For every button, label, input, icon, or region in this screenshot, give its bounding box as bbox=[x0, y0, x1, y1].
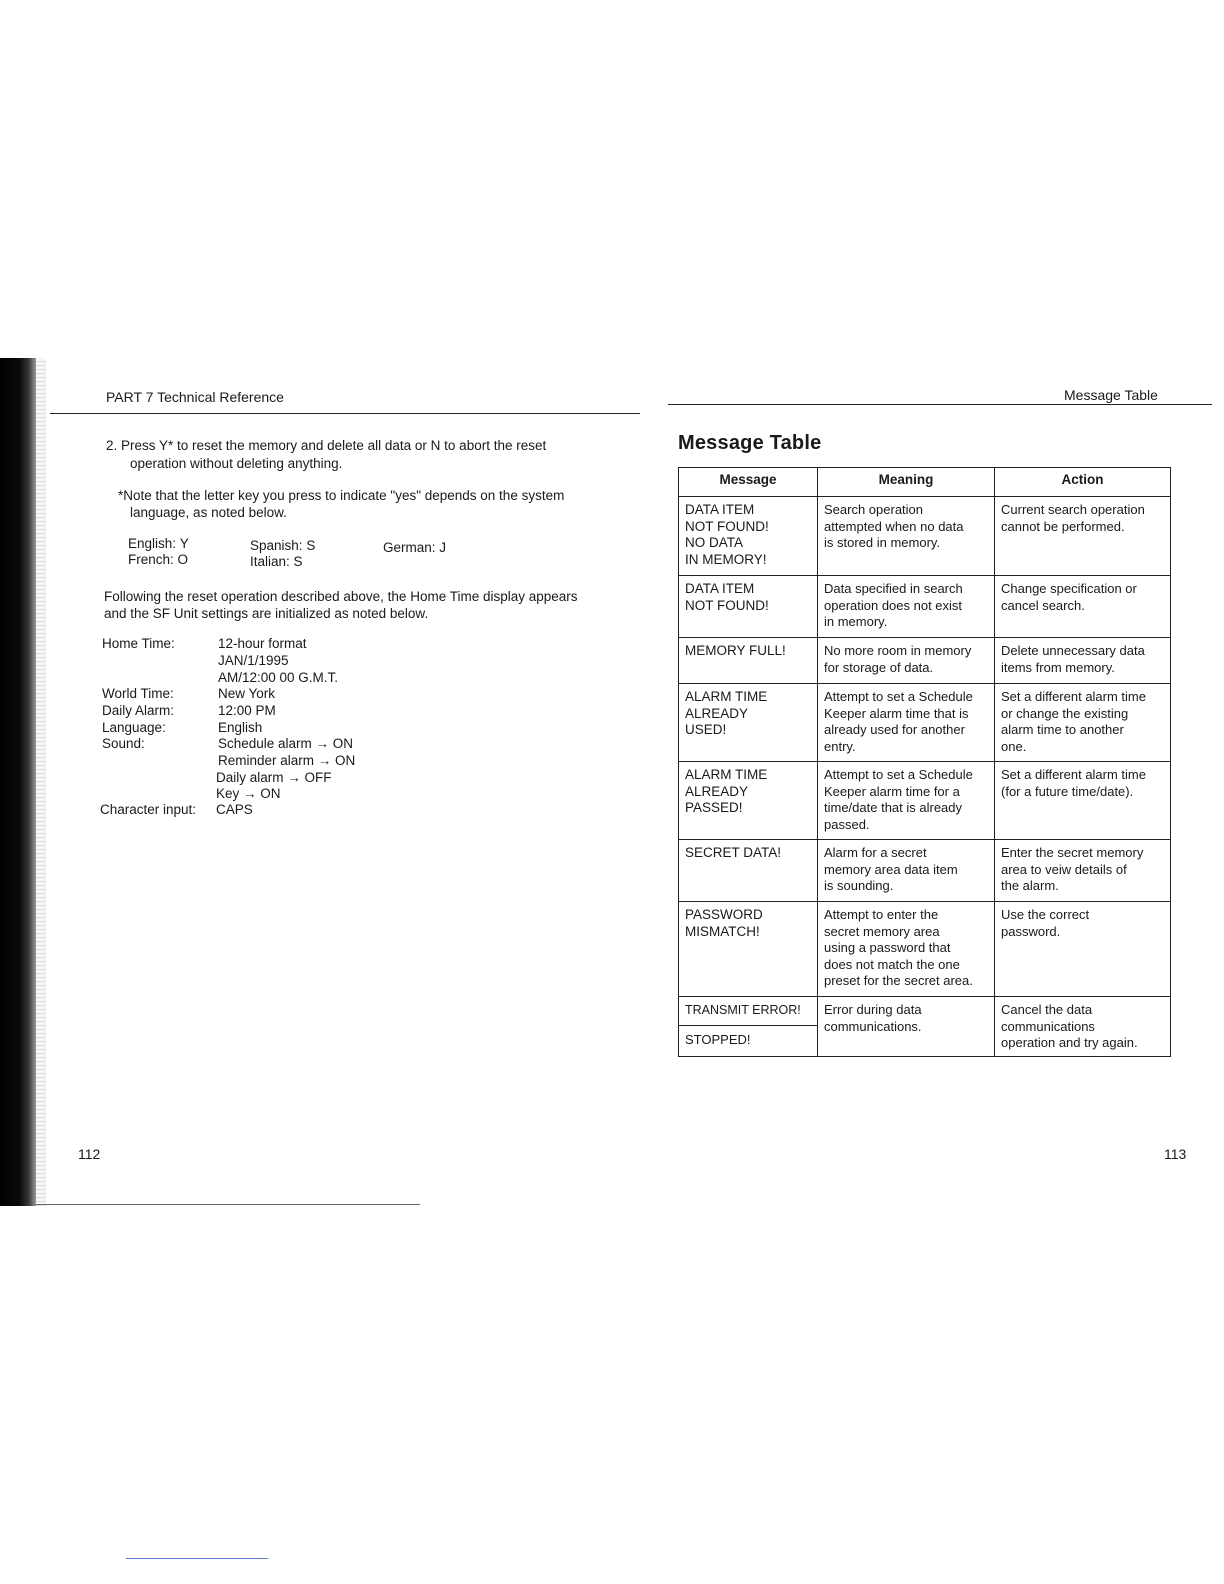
table-row bbox=[679, 840, 1171, 902]
scan-artifact-line bbox=[126, 1558, 268, 1559]
note-line-2: language, as noted below. bbox=[130, 505, 287, 520]
action-cell: Current search operation cannot be performed. bbox=[995, 497, 1171, 576]
action-cell: Delete unnecessary data items from memory. bbox=[995, 638, 1171, 684]
language-french: French: O bbox=[128, 552, 189, 567]
binding-shadow bbox=[0, 358, 36, 1206]
left-page-number: 112 bbox=[78, 1146, 101, 1162]
following-line-1: Following the reset operation described above, the Home Time display appears bbox=[104, 589, 578, 604]
language-english: English: Y bbox=[128, 536, 190, 551]
message-cell: ALARM TIME ALREADY PASSED! bbox=[679, 762, 818, 840]
action-cell: Set a different alarm time (for a future time/date). bbox=[995, 762, 1171, 840]
right-page-number: 113 bbox=[1164, 1146, 1187, 1162]
left-header-rule bbox=[50, 413, 640, 414]
right-running-header: Message Table bbox=[1064, 387, 1158, 403]
page-title: Message Table bbox=[678, 432, 822, 454]
meaning-cell: Search operation attempted when no data is stored in memory. bbox=[818, 497, 995, 576]
message-cell: PASSWORD MISMATCH! bbox=[679, 902, 818, 997]
message-cell bbox=[679, 997, 818, 1057]
table-row bbox=[679, 638, 1171, 684]
meaning-cell: No more room in memory for storage of data. bbox=[818, 638, 995, 684]
column-header-message: Message bbox=[679, 468, 818, 497]
action-cell: Cancel the data communications operation and try again. bbox=[995, 997, 1171, 1057]
table-row bbox=[679, 576, 1171, 638]
message-cell: SECRET DATA! bbox=[679, 840, 818, 902]
right-header-rule bbox=[668, 404, 1212, 405]
action-cell: Enter the secret memory area to veiw details of the alarm. bbox=[995, 840, 1171, 902]
table-row bbox=[679, 902, 1171, 997]
table-row bbox=[679, 684, 1171, 762]
message-cell: DATA ITEM NOT FOUND! NO DATA IN MEMORY! bbox=[679, 497, 818, 576]
message-cell: DATA ITEM NOT FOUND! bbox=[679, 576, 818, 638]
meaning-cell: Attempt to set a Schedule Keeper alarm time for a time/date that is already passed. bbox=[818, 762, 995, 840]
action-cell: Change specification or cancel search. bbox=[995, 576, 1171, 638]
meaning-cell: Data specified in search operation does not exist in memory. bbox=[818, 576, 995, 638]
message-stopped: STOPPED! bbox=[679, 1025, 817, 1049]
left-running-header: PART 7 Technical Reference bbox=[106, 389, 284, 405]
action-cell: Use the correct password. bbox=[995, 902, 1171, 997]
message-cell: MEMORY FULL! bbox=[679, 638, 818, 684]
language-german: German: J bbox=[383, 540, 447, 555]
table-row bbox=[679, 997, 1171, 1057]
meaning-cell: Alarm for a secret memory area data item is sounding. bbox=[818, 840, 995, 902]
settings-list: Home Time: 12-hour format JAN/1/1995 AM/12:00 00 G.M.T. World Time: New York Daily Alarm: 12:00 PM Language: English Sound: Schedule alarm → ON Reminder alarm → ON Daily alarm → OFF Key → ON Character input: CAPS bbox=[100, 636, 356, 817]
following-line-2: and the SF Unit settings are initialized as noted below. bbox=[104, 606, 429, 621]
action-cell: Set a different alarm time or change the existing alarm time to another one. bbox=[995, 684, 1171, 762]
table-row bbox=[679, 762, 1171, 840]
table-row bbox=[679, 497, 1171, 576]
meaning-cell: Attempt to enter the secret memory area using a password that does not match the one preset for the secret area. bbox=[818, 902, 995, 997]
language-spanish: Spanish: S bbox=[250, 538, 316, 553]
meaning-cell: Error during data communications. bbox=[818, 997, 995, 1057]
binding-edge bbox=[36, 358, 46, 1206]
note-line-1: *Note that the letter key you press to indicate "yes" depends on the system bbox=[118, 488, 565, 503]
step-2-line-1: 2. Press Y* to reset the memory and delete all data or N to abort the reset bbox=[106, 438, 547, 453]
step-2-line-2: operation without deleting anything. bbox=[130, 456, 343, 471]
message-transmit-error: TRANSMIT ERROR! bbox=[685, 1003, 801, 1017]
meaning-cell: Attempt to set a Schedule Keeper alarm time that is already used for another entry. bbox=[818, 684, 995, 762]
column-header-action: Action bbox=[995, 468, 1171, 497]
message-table bbox=[678, 467, 1171, 1057]
language-italian: Italian: S bbox=[250, 554, 304, 569]
message-cell: ALARM TIME ALREADY USED! bbox=[679, 684, 818, 762]
column-header-meaning: Meaning bbox=[818, 468, 995, 497]
table-header-row bbox=[679, 468, 1171, 497]
left-bottom-edge bbox=[36, 1204, 420, 1205]
